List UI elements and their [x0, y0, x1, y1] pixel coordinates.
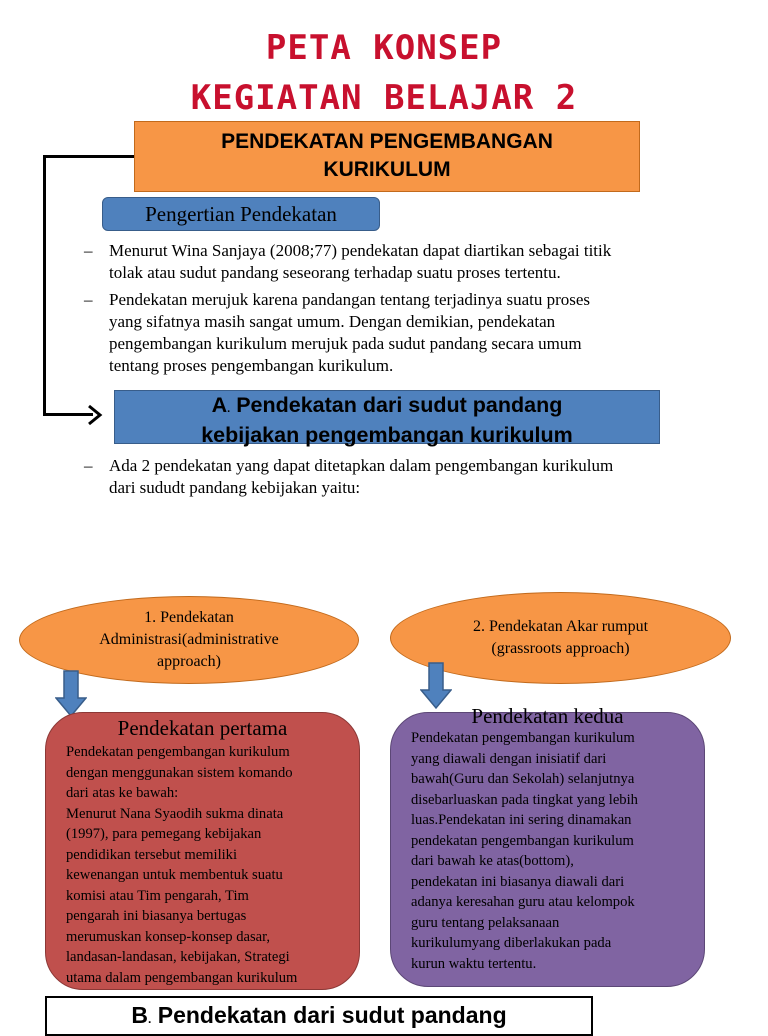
approach-1-ellipse-line: Administrasi(administrative — [99, 631, 279, 648]
section-a-box — [114, 390, 660, 447]
bullet-text-line: Menurut Wina Sanjaya (2008;77) pendekatan dapat diartikan sebagai titik — [109, 241, 612, 260]
section-a-letter: A — [211, 393, 228, 417]
approach-1-ellipse-line: 1. Pendekatan — [144, 609, 234, 626]
approach-2-body-line: disebarluaskan pada tingkat yang lebih — [411, 791, 638, 808]
bullet-dash: – — [84, 456, 93, 475]
section-a-title-1: Pendekatan dari sudut pandang — [230, 393, 563, 417]
section-b-dot: . — [148, 1012, 152, 1026]
approach-2-body-line: yang diawali dengan inisiatif dari — [411, 750, 607, 767]
arrow-down-icon — [420, 662, 452, 710]
title-line-2: KEGIATAN BELAJAR 2 — [190, 78, 578, 118]
approach-2-body-line: Pendekatan pengembangan kurikulum — [411, 730, 635, 746]
approach-1-body-line: komisi atau Tim pengarah, Tim — [66, 887, 249, 904]
approach-2-body-line: kurikulumyang diberlakukan pada — [411, 935, 612, 951]
approach-1-ellipse-line: approach) — [157, 653, 221, 670]
approach-2-body-line: kurun waktu tertentu. — [411, 955, 537, 972]
definition-label-box — [102, 197, 380, 231]
approach-2-box-title: Pendekatan kedua — [471, 704, 624, 728]
bullet-dash: – — [84, 290, 93, 309]
bullet-text-line: tentang proses pengembangan kurikulum. — [109, 356, 394, 375]
approach-1-box-body — [66, 742, 359, 988]
bullet-text-line: dari sududt pandang kebijakan yaitu: — [109, 478, 361, 497]
approach-2-box-body — [411, 728, 704, 974]
bullet-text-line: tolak atau sudut pandang seseorang terhadap suatu proses tertentu. — [109, 263, 561, 282]
section-b-title: Pendekatan dari sudut pandang — [151, 1002, 507, 1028]
approach-1-body-line: pengarah ini biasanya bertugas — [66, 908, 247, 924]
main-topic-box — [134, 121, 640, 192]
approach-1-body-line: merumuskan konsep-konsep dasar, — [66, 928, 271, 945]
bullet-text-line: Ada 2 pendekatan yang dapat ditetapkan dalam pengembangan kurikulum — [109, 456, 614, 475]
definition-bullet-1 — [84, 240, 734, 286]
definition-label: Pengertian Pendekatan — [145, 202, 337, 226]
approach-1-body-line: landasan-landasan, kebijakan, Strategi — [66, 949, 290, 965]
approach-2-body-line: luas.Pendekatan ini sering dinamakan — [411, 812, 632, 828]
approach-1-body-line: dari atas ke bawah: — [66, 785, 179, 801]
approach-1-body-line: kewenangan untuk membentuk suatu — [66, 867, 283, 883]
main-topic-line-2: KURIKULUM — [323, 158, 451, 181]
approach-2-body-line: pendekatan pengembangan kurikulum — [411, 832, 634, 849]
approach-2-body-line: pendekatan ini biasanya diawali dari — [411, 873, 625, 890]
approach-1-box-title: Pendekatan pertama — [117, 716, 288, 740]
approach-2-body-line: dari bawah ke atas(bottom), — [411, 853, 574, 869]
approach-1-body-line: pendidikan tersebut memiliki — [66, 846, 238, 863]
approach-1-body-line: (1997), para pemegang kebijakan — [66, 826, 262, 842]
arrow-down-icon — [55, 670, 87, 718]
bullet-text-line: pengembangan kurikulum merujuk pada sudut pandang secara umum — [109, 334, 582, 353]
approach-2-body-line: adanya keresahan guru atau kelompok — [411, 894, 635, 910]
bullet-text-line: yang sifatnya masih sangat umum. Dengan demikian, pendekatan — [109, 312, 556, 331]
section-b-box — [45, 996, 593, 1036]
title-line-1: PETA KONSEP — [265, 28, 503, 68]
approach-2-ellipse-line: 2. Pendekatan Akar rumput — [472, 618, 649, 635]
connector-vertical — [43, 155, 46, 416]
approach-1-body-line: Pendekatan pengembangan kurikulum — [66, 744, 290, 760]
connector-arrowhead-icon — [86, 404, 104, 426]
approach-2-body-line: bawah(Guru dan Sekolah) selanjutnya — [411, 771, 635, 787]
approach-2-body-line: guru tentang pelaksanaan — [411, 914, 560, 931]
section-a-bullet — [84, 455, 734, 501]
approach-2-ellipse-line: (grassroots approach) — [491, 640, 630, 657]
approach-1-body-line: Menurut Nana Syaodih sukma dinata — [66, 805, 284, 822]
section-a-line-2: kebijakan pengembangan kurikulum — [201, 423, 573, 447]
approach-1-body-line: utama dalam pengembangan kurikulum — [66, 969, 298, 986]
section-a-line-1 — [115, 392, 659, 422]
approach-1-body-line: dengan menggunakan sistem komando — [66, 764, 293, 781]
section-b-letter: B — [131, 1002, 148, 1028]
section-a-dot: . — [227, 403, 231, 415]
main-topic-line-1: PENDEKATAN PENGEMBANGAN — [221, 130, 553, 153]
bullet-dash: – — [84, 241, 93, 260]
bullet-text-line: Pendekatan merujuk karena pandangan tentang terjadinya suatu proses — [109, 290, 591, 309]
approach-1-box — [45, 712, 360, 990]
connector-top — [43, 155, 135, 158]
approach-2-box — [390, 704, 705, 987]
definition-bullet-2 — [84, 289, 734, 379]
